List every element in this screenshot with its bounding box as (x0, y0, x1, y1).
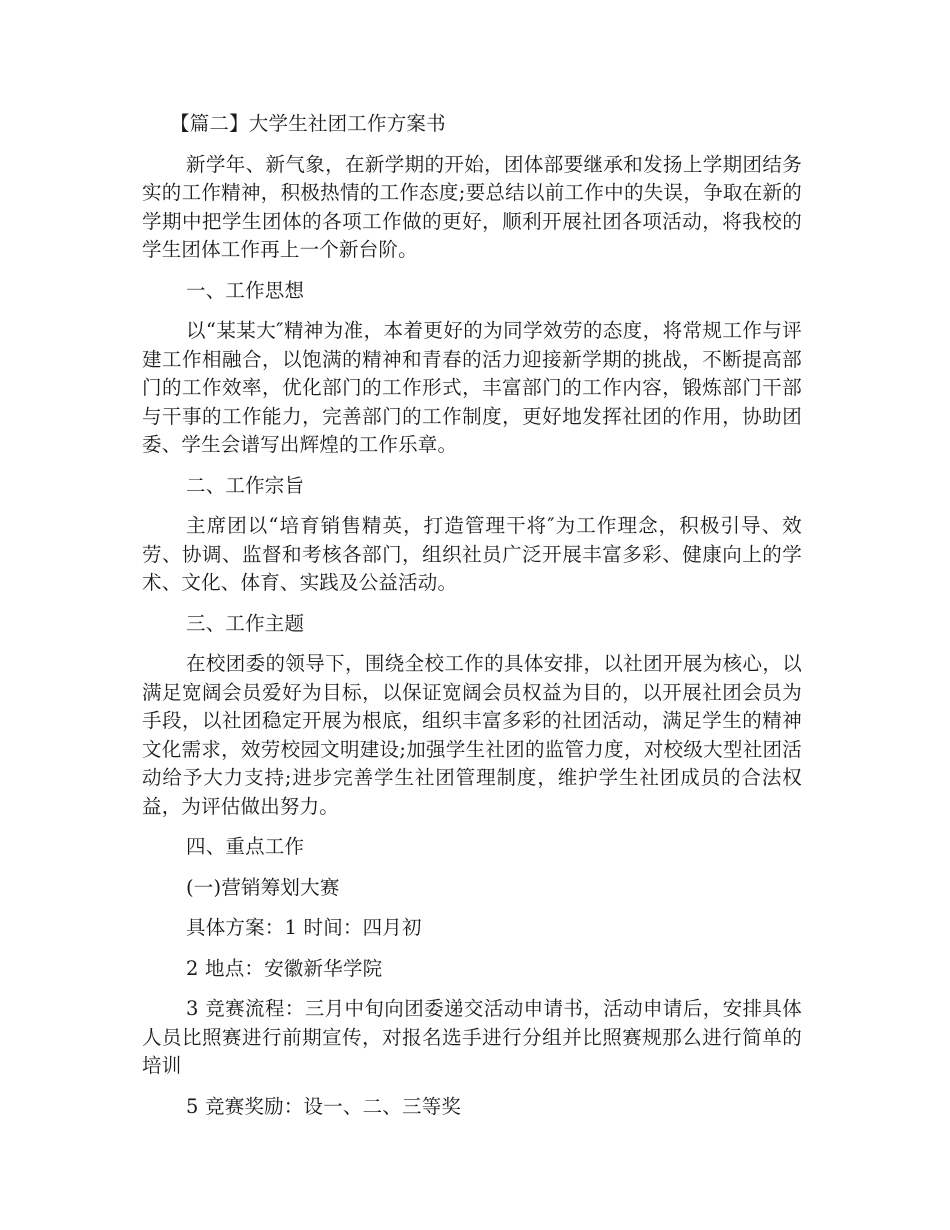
section-body-work-purpose: 主席团以“培育销售精英，打造管理干将″为工作理念，积极引导、效劳、协调、监督和考核各部门，组织社员广泛开展丰富多彩、健康向上的学术、文化、体育、实践及公益活动。 (142, 514, 802, 594)
section-heading-key-work: 四、重点工作 (186, 835, 305, 858)
section-heading-work-purpose: 二、工作宗旨 (186, 473, 305, 497)
plan-time: 具体方案：1 时间：四月初 (186, 916, 422, 939)
intro-paragraph: 新学年、新气象，在新学期的开始，团体部要继承和发扬上学期团结务实的工作精神，积极热情的工作态度;要总结以前工作中的失误，争取在新的学期中把学生团体的各项工作做的更好，顺利开展社团各项活动，将我校的学生团体工作再上一个新台阶。 (142, 152, 802, 261)
document-title: 【篇二】大学生社团工作方案书 (170, 112, 446, 135)
section-body-work-thought: 以“某某大″精神为准，本着更好的为同学效劳的态度，将常规工作与评建工作相融合，以饱满的精神和青春的活力迎接新学期的挑战，不断提高部门的工作效率，优化部门的工作形式，丰富部门的工作内容，锻炼部门干部与干事的工作能力，完善部门的工作制度，更好地发挥社团的作用，协助团委、学生会谱写出辉煌的工作乐章。 (142, 319, 802, 456)
plan-process: 3 竞赛流程：三月中旬向团委递交活动申请书，活动申请后，安排具体人员比照赛进行前期宣传，对报名选手进行分组并比照赛规那么进行简单的培训 (142, 997, 802, 1077)
section-heading-work-thought: 一、工作思想 (186, 278, 305, 302)
item-heading-marketing-contest: (一)营销筹划大赛 (186, 875, 340, 899)
document-page (142, 110, 802, 1121)
plan-award: 5 竞赛奖励：设一、二、三等奖 (186, 1094, 462, 1118)
section-heading-work-theme: 三、工作主题 (186, 611, 305, 635)
plan-place: 2 地点：安徽新华学院 (186, 956, 383, 980)
section-body-work-theme: 在校团委的领导下，围绕全校工作的具体安排，以社团开展为核心，以满足宽阔会员爱好为目标，以保证宽阔会员权益为目的，以开展社团会员为手段，以社团稳定开展为根底，组织丰富多彩的社团活动，满足学生的精神文化需求，效劳校园文明建设;加强学生社团的监管力度，对校级大型社团活动给予大力支持;进步完善学生社团管理制度，维护学生社团成员的合法权益，为评估做出努力。 (142, 652, 802, 818)
